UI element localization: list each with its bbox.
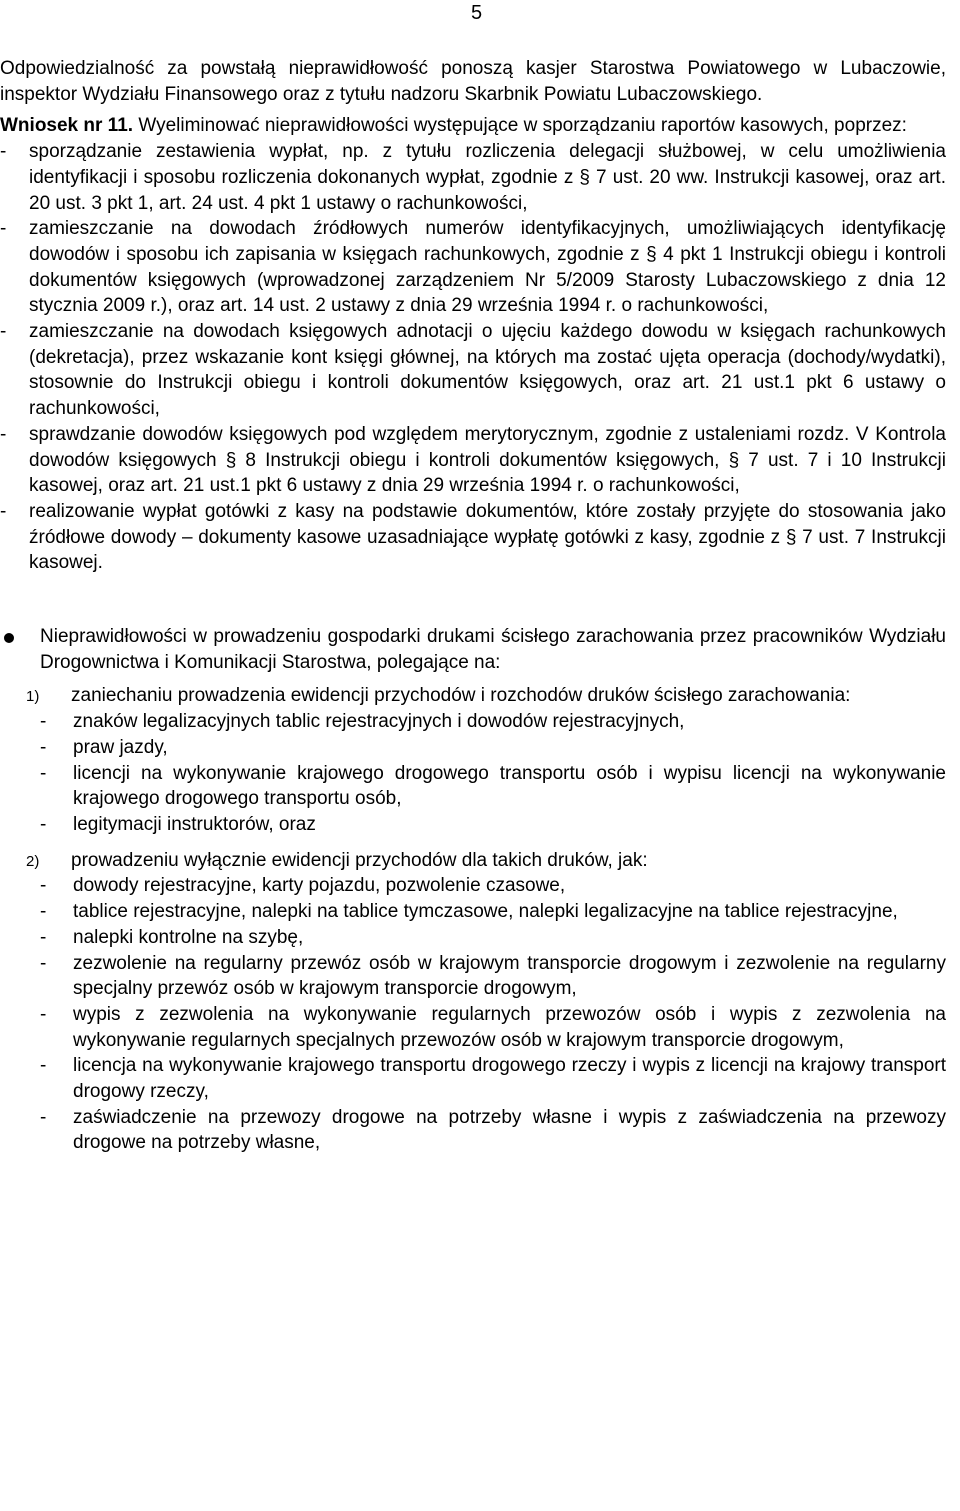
list-item: - zamieszczanie na dowodach źródłowych numerów identyfikacyjnych, umożliwiających identyfikację dowodów i sposobu ich zapisania w księgach rachunkowych, zgodnie z § 4 pkt 1 Instrukcji obiegu i kontroli dokumentów księgowych (wprowadzonej zarządzeniem Nr 5/2009 Starosty Lubaczowskiego z dnia 12 stycznia 2009 r.), oraz art. 14 ust. 2 ustawy z dnia 29 września 1994 r. o rachunkowości, [0,218,946,317]
list-item: - zezwolenie na regularny przewóz osób w krajowym transporcie drogowym i zezwolenie na regularny specjalny przewóz osób w krajowym transporcie drogowym, [40,952,946,1000]
numbered-point: 1) zaniechaniu prowadzenia ewidencji przychodów i rozchodów druków ścisłego zarachowania: [26,685,851,707]
list-item: - licencji na wykonywanie krajowego drogowego transportu osób i wypisu licencji na wykonywanie krajowego drogowego transportu osób, [40,762,946,810]
bullet-icon [4,633,14,643]
list-item: - realizowanie wypłat gotówki z kasy na podstawie dokumentów, które zostały przyjęte do stosowania jako źródłowe dowody – dokumenty kasowe uzasadniające wypłatę gotówki z kasy, zgodnie z § 7 ust. 7 Instrukcji kasowej. [0,500,946,574]
finding-points [26,683,946,1156]
list-item: - zaświadczenie na przewozy drogowe na potrzeby własne i wypis z zaświadczenia na przewozy drogowe na potrzeby własne, [40,1106,946,1154]
document-body [0,56,946,1156]
motion-label: Wniosek nr 11. [0,115,134,137]
page-number: 5 [471,2,483,24]
list-item: - wypis z zezwolenia na wykonywanie regularnych przewozów osób i wypis z zezwolenia na wykonywanie regularnych specjalnych przewozów osób w krajowym transporcie drogowym, [40,1003,946,1051]
motion-paragraph [0,113,946,139]
motion-list [0,139,946,576]
finding-block [0,624,946,675]
list-item: - licencja na wykonywanie krajowego transportu drogowego rzeczy i wypis z licencji na krajowy transport drogowy rzeczy, [40,1055,946,1103]
motion-text: Wyeliminować nieprawidłowości występujące w sporządzaniu raportów kasowych, poprzez: [133,115,907,137]
list-item: - legitymacji instruktorów, oraz [40,813,316,835]
list-item: - sporządzanie zestawienia wypłat, np. z tytułu rozliczenia delegacji służbowej, w celu umożliwienia identyfikacji i sposobu rozliczenia dokonanych wypłat, zgodnie z § 7 ust. 20 ww. Instrukcji kasowej, oraz art. 20 ust. 3 pkt 1, art. 24 ust. 4 pkt 1 ustawy o rachunkowości, [0,141,946,214]
list-item: - praw jazdy, [40,736,168,758]
finding-paragraph: Nieprawidłowości w prowadzeniu gospodarki drukami ścisłego zarachowania przez pracowników Wydziału Drogownictwa i Komunikacji Starostwa, polegające na: [40,626,946,673]
list-item: - sprawdzanie dowodów księgowych pod względem merytorycznym, zgodnie z ustaleniami rozdz. V Kontrola dowodów księgowych § 8 Instrukcji obiegu i kontroli dokumentów księgowych, § 7 ust. 7 i 10 Instrukcji kasowej, oraz art. 21 ust.1 pkt 6 ustawy z dnia 29 września 1994 r. o rachunkowości, [0,423,946,497]
list-item: - zamieszczanie na dowodach księgowych adnotacji o ujęciu każdego dowodu w księgach rachunkowych (dekretacja), przez wskazanie kont księgi głównej, na których ma zostać ujęta operacja (dochody/wydatki), stosownie do Instrukcji obiegu i kontroli dokumentów księgowych, oraz art. 21 ust.1 pkt 6 ustawy o rachunkowości, [0,321,946,420]
list-item: - tablice rejestracyjne, nalepki na tablice tymczasowe, nalepki legalizacyjne na tablice rejestracyjne, [40,901,898,923]
list-item: - dowody rejestracyjne, karty pojazdu, pozwolenie czasowe, [40,875,566,897]
list-item: - nalepki kontrolne na szybę, [40,926,304,948]
list-item: - znaków legalizacyjnych tablic rejestracyjnych i dowodów rejestracyjnych, [40,711,685,733]
numbered-point: 2) prowadzeniu wyłącznie ewidencji przychodów dla takich druków, jak: [26,849,648,871]
responsibility-paragraph: Odpowiedzialność za powstałą nieprawidłowość ponoszą kasjer Starostwa Powiatowego w Lubaczowie, inspektor Wydziału Finansowego oraz z tytułu nadzoru Skarbnik Powiatu Lubaczowskiego. [0,58,946,105]
